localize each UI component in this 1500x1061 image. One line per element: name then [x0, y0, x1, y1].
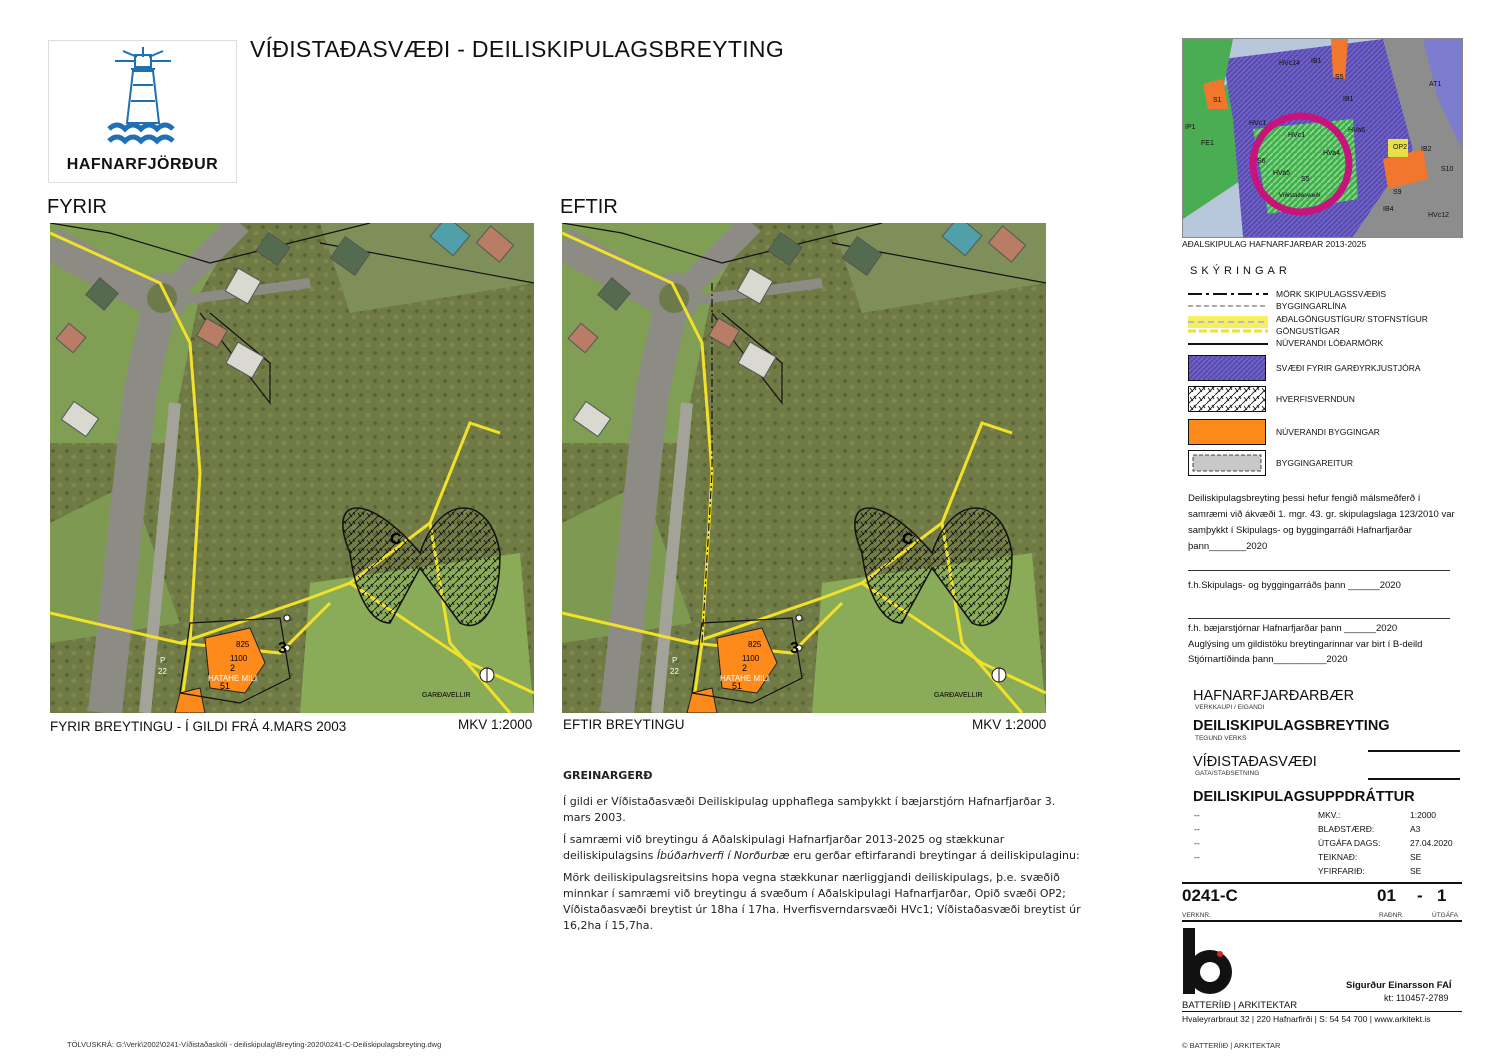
- legend-label: BYGGINGAREITUR: [1276, 458, 1353, 468]
- legend-label: SVÆÐI FYRIR GARÐYRKJUSTJÓRA: [1276, 363, 1421, 373]
- parking-label: P: [672, 656, 678, 665]
- legend-row-conservation: [1188, 386, 1458, 412]
- building-label-a: 825: [748, 640, 762, 649]
- sheet-number: 01: [1377, 886, 1396, 905]
- building-label-b: 1100: [742, 654, 760, 663]
- client-name: HAFNARFJARÐARBÆR: [1193, 688, 1355, 704]
- architect-name: Sigurður Einarsson FAÍ: [1346, 980, 1452, 991]
- overview-label: FE1: [1201, 140, 1214, 147]
- lot-label: 3: [278, 640, 287, 657]
- issue-label: ÚTGÁFA: [1432, 912, 1459, 919]
- revision-mark: --: [1194, 810, 1200, 820]
- signature-caption-2: f.h. bæjarstjórnar Hafnarfjarðar þann ______2020: [1188, 623, 1398, 634]
- zone-label: C: [902, 531, 914, 548]
- notes-paragraph-1: Í gildi er Víðistaðasvæði Deiliskipulag upphaflega samþykkt í bæjarstjórn Hafnarfjarðar 3. mars 2003.: [563, 795, 1056, 824]
- after-scale: MKV 1:2000: [972, 717, 1047, 732]
- legend-row-building-plot: [1188, 450, 1458, 476]
- title-block-rule: [1182, 920, 1462, 922]
- overview-label: S1: [1213, 97, 1222, 104]
- overview-label: HVa4: [1323, 150, 1340, 157]
- before-scale: MKV 1:2000: [458, 717, 533, 732]
- overview-map-drawing: [1183, 39, 1462, 237]
- revision-mark: --: [1194, 838, 1200, 848]
- overview-label: S9: [1393, 189, 1402, 196]
- project-number: 0241-C: [1182, 886, 1238, 905]
- page-title: VÍÐISTAÐASVÆÐI - DEILISKIPULAGSBREYTING: [250, 36, 785, 62]
- gardavellir-label: GARÐAVELLIR: [934, 692, 983, 699]
- logo-text: HAFNARFJÖRÐUR: [66, 156, 219, 173]
- issue-number: 1: [1437, 886, 1447, 905]
- before-map-label: FYRIR: [47, 196, 107, 218]
- location-label: GATA/STAÐSETNING: [1195, 770, 1260, 777]
- legend-row-main-path: [1188, 312, 1458, 334]
- legend-title: SKÝRINGAR: [1190, 265, 1291, 277]
- overview-label: OP2: [1393, 144, 1408, 151]
- revision-mark: --: [1194, 824, 1200, 834]
- parking-number: 22: [670, 667, 679, 676]
- legend-label: BYGGINGARLÍNA: [1276, 301, 1347, 311]
- overview-label: IB4: [1383, 206, 1394, 213]
- sheet-number-label: RAÐNR.: [1379, 912, 1404, 919]
- approval-text: Deiliskipulagsbreyting þessi hefur fengið málsmeðferð í samræmi við ákvæði 1. mgr. 43. gr. skipulagslaga 123/2010 var samþykkt í Skipulags- og byggingarráði Hafnarfjarðar þann_______2020: [1188, 493, 1455, 552]
- building-label-a: 825: [236, 640, 250, 649]
- overview-label: IP1: [1185, 124, 1196, 131]
- legend-label: MÖRK SKIPULAGSSVÆÐIS: [1276, 289, 1387, 299]
- architect-kt: kt: 110457-2789: [1384, 993, 1449, 1003]
- conservation-swatch: [1188, 386, 1266, 412]
- client-label: VERKKAUPI / EIGANDI: [1195, 704, 1265, 711]
- overview-caption: AÐALSKIPULAG HAFNARFJARÐAR 2013-2025: [1182, 239, 1367, 249]
- project-number-label: VERKNR.: [1182, 912, 1211, 919]
- overview-label: S5: [1335, 74, 1344, 81]
- info-label-sheet-size: BLAÐSTÆRÐ:: [1318, 824, 1375, 834]
- firm-address: Hvaleyrarbraut 32 | 220 Hafnarfirði | S: 54 54 700 | www.arkitekt.is: [1182, 1014, 1431, 1024]
- before-caption: FYRIR BREYTINGU - Í GILDI FRÁ 4.MARS 2003: [50, 719, 347, 734]
- main-path-icon: [1188, 314, 1268, 334]
- legend-label: AÐALGÖNGUSTÍGUR/ STOFNSTÍGUR: [1276, 314, 1428, 324]
- zone-label: C: [390, 531, 402, 548]
- north-arrow-icon: [480, 668, 494, 682]
- street-label: HATAHE MILI: [720, 674, 770, 683]
- building-label-b: 1100: [230, 654, 248, 663]
- building-line-icon: [1188, 303, 1268, 309]
- info-label-issue-date: ÚTGÁFA DAGS:: [1318, 838, 1381, 848]
- street-label: HATAHE MILI: [208, 674, 258, 683]
- firm-name: BATTERÍIÐ | ARKITEKTAR: [1182, 1000, 1298, 1011]
- legend-label: NÚVERANDI BYGGINGAR: [1276, 427, 1380, 437]
- file-path-value: G:\Verk\2002\0241-Víðistaðaskóli - deiliskipulag\Breyting-2020\0241-C-Deiliskipulagsbreyting.dwg: [116, 1040, 442, 1049]
- legend-label: GÖNGUSTÍGAR: [1276, 326, 1340, 336]
- building-label-c: 2: [230, 663, 236, 673]
- info-label-scale: MKV.:: [1318, 810, 1341, 820]
- parking-number: 22: [158, 667, 167, 676]
- notes-paragraph-3: Mörk deiliskipulagsreitsins hopa vegna stækkunar nærliggjandi deiliskipulags, þ.e. svæðið minnkar í samræmi við breytingu á svæðum í Aðalskipulagi Hafnarfjarðar, Opið svæði OP2; Víðistaðasvæði breytist úr 18ha í 17ha. Hverfisverndarsvæði HVc1; Víðistaðasvæði breytist úr 16,2ha í 15,7ha.: [563, 871, 1081, 932]
- notes-paragraph-2: [563, 832, 1083, 864]
- overview-label: HVa6: [1348, 127, 1365, 134]
- overview-label: HVc1: [1249, 120, 1267, 127]
- location-name: VÍÐISTAÐASVÆÐI: [1193, 754, 1317, 770]
- legend-label: NÚVERANDI LÓÐARMÖRK: [1276, 338, 1384, 348]
- overview-label: HVc14: [1279, 60, 1301, 67]
- building-plot-swatch: [1188, 450, 1266, 476]
- after-caption: EFTIR BREYTINGU: [563, 717, 685, 732]
- drawing-title: DEILISKIPULAGSUPPDRÁTTUR: [1193, 789, 1415, 805]
- notes-heading: GREINARGERÐ: [563, 769, 653, 782]
- greinargerd: [563, 768, 1083, 940]
- overview-label: IB1: [1343, 96, 1354, 103]
- gardavellir-label: GARÐAVELLIR: [422, 692, 471, 699]
- file-path-label: TÖLVUSKRÁ:: [67, 1040, 114, 1049]
- overview-map: [1182, 38, 1463, 238]
- overview-label: HVc1: [1288, 132, 1306, 139]
- north-arrow-icon: [992, 668, 1006, 682]
- file-path: [67, 1040, 441, 1049]
- title-block-rule: [1368, 778, 1460, 780]
- legend-row-garden-zone: [1188, 355, 1458, 381]
- after-map-drawing: [562, 223, 1046, 713]
- info-value-scale: 1:2000: [1410, 810, 1436, 820]
- info-value-sheet-size: A3: [1410, 824, 1421, 834]
- title-block-rule: [1368, 750, 1460, 752]
- notes-p2-end: eru gerðar eftirfarandi breytingar á deiliskipulaginu:: [789, 849, 1080, 862]
- street-number: 51: [732, 681, 743, 691]
- notes-p2-italic: Íbúðarhverfi í Norðurbæ: [656, 849, 790, 862]
- overview-label: HVa5: [1273, 170, 1290, 177]
- boundary-line-icon: [1188, 291, 1268, 297]
- after-map: [562, 223, 1046, 713]
- overview-label: S5: [1301, 176, 1310, 183]
- overview-label: HVc12: [1428, 212, 1450, 219]
- before-map: [50, 223, 534, 713]
- overview-label: S10: [1441, 166, 1454, 173]
- lighthouse-icon: [49, 41, 238, 151]
- overview-label: AT1: [1429, 81, 1442, 88]
- firm-rule: [1182, 1011, 1462, 1012]
- notes-p2-start: Í samræmi við breytingu á Aðalskipulagi Hafnarfjarðar 2013-2025 og stækkunar deiliskipulagsins: [563, 833, 1005, 862]
- info-value-checked: SE: [1410, 866, 1422, 876]
- before-map-drawing: [50, 223, 534, 713]
- street-number: 51: [220, 681, 231, 691]
- project-type: DEILISKIPULAGSBREYTING: [1193, 718, 1390, 734]
- after-map-label: EFTIR: [560, 196, 618, 218]
- signature-line: [1188, 570, 1450, 571]
- batteriid-logo: [1180, 926, 1240, 998]
- hafnarfjordur-logo: [48, 40, 237, 183]
- project-type-label: TEGUND VERKS: [1195, 735, 1247, 742]
- info-label-drawn: TEIKNAÐ:: [1318, 852, 1358, 862]
- legend-row-buildings: [1188, 419, 1458, 445]
- signature-caption-1: f.h.Skipulags- og byggingarráðs þann ______2020: [1188, 580, 1401, 591]
- parking-label: P: [160, 656, 166, 665]
- legend-label: HVERFISVERNDUN: [1276, 394, 1355, 404]
- overview-label: Víðistaðasvæði: [1279, 193, 1321, 199]
- lot-label: 3: [790, 640, 799, 657]
- lot-boundary-icon: [1188, 341, 1268, 347]
- signature-line: [1188, 618, 1450, 619]
- copyright: © BATTERÍIÐ | ARKITEKTAR: [1182, 1041, 1281, 1050]
- overview-label: IB2: [1421, 146, 1432, 153]
- info-value-issue-date: 27.04.2020: [1410, 838, 1453, 848]
- publication-text: Auglýsing um gildistöku breytingarinnar var birt í B-deild Stjórnartíðinda þann__________2020: [1188, 639, 1423, 665]
- info-label-checked: YFIRFARIÐ:: [1318, 866, 1365, 876]
- building-label-c: 2: [742, 663, 748, 673]
- number-separator: -: [1417, 886, 1423, 905]
- revision-mark: --: [1194, 852, 1200, 862]
- title-block-rule: [1182, 882, 1462, 884]
- info-value-drawn: SE: [1410, 852, 1422, 862]
- overview-label: S6: [1257, 158, 1266, 165]
- overview-label: IB1: [1311, 58, 1322, 65]
- buildings-swatch: [1188, 419, 1266, 445]
- garden-zone-swatch: [1188, 355, 1266, 381]
